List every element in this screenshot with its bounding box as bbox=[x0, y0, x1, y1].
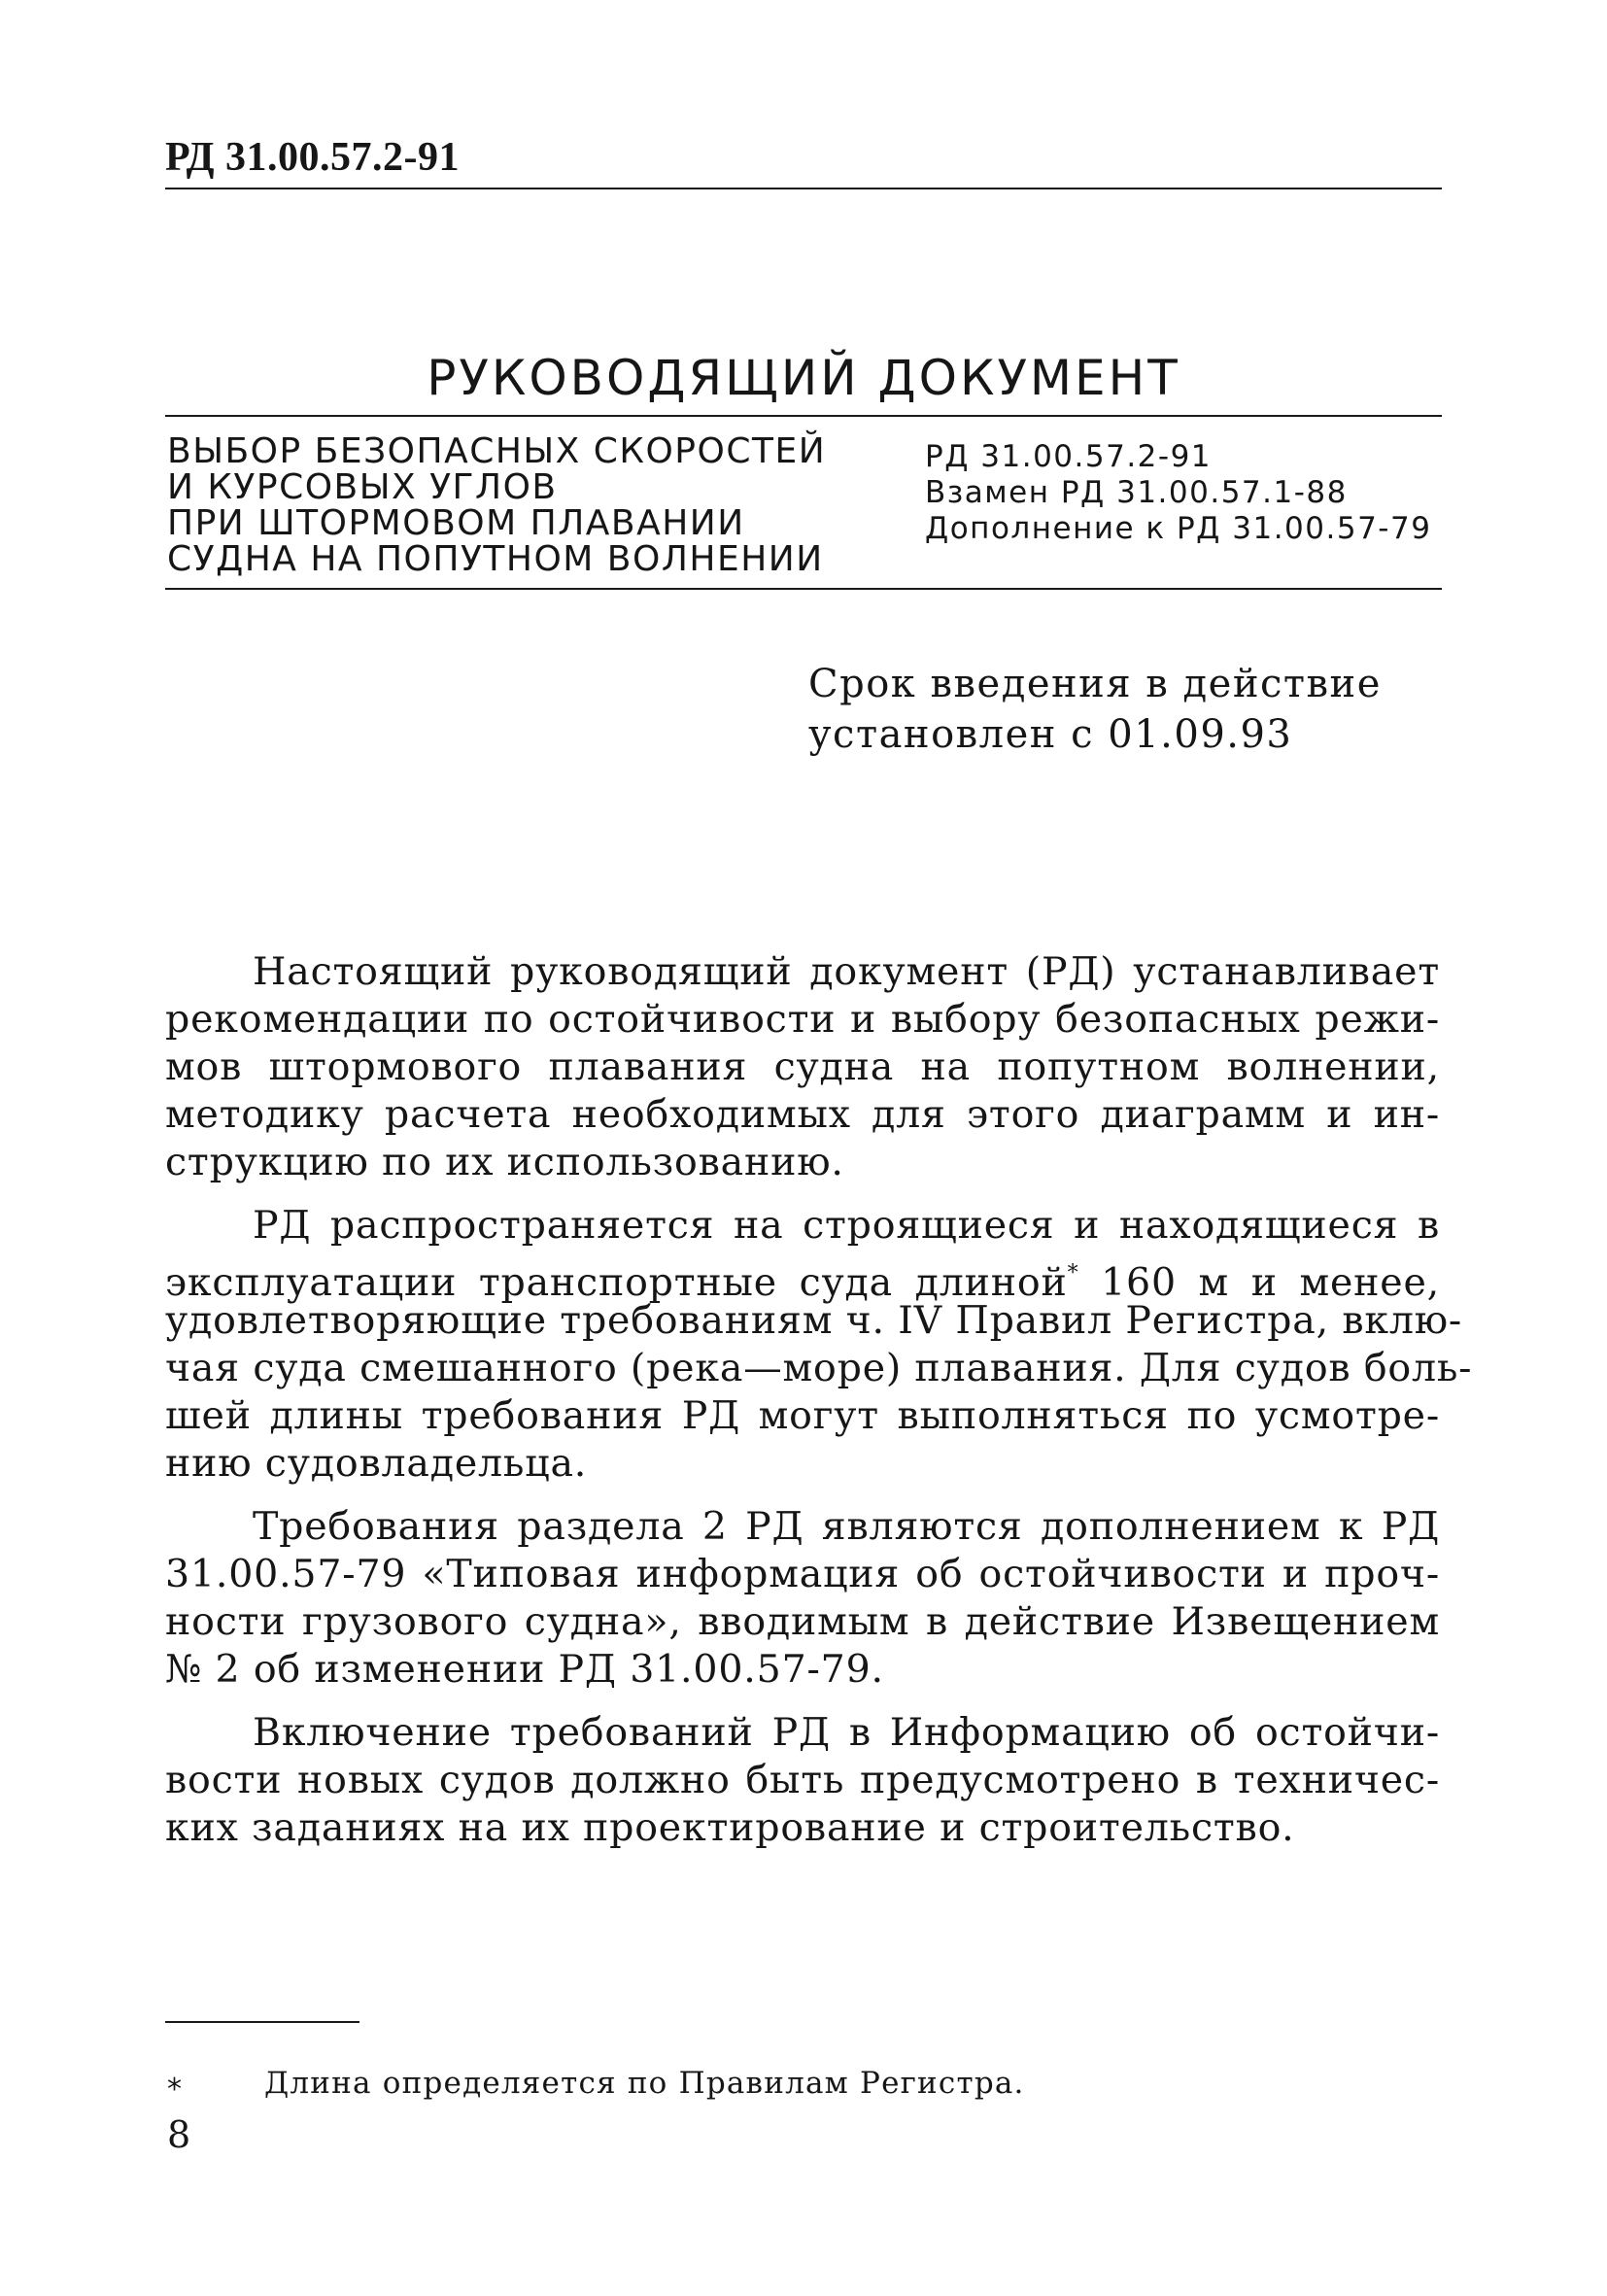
page-number: 8 bbox=[167, 2113, 191, 2156]
text-line: нию судовладельца. bbox=[165, 1441, 588, 1486]
text-line: чая суда смешанного (река—море) плавания. Для судов боль- bbox=[165, 1346, 1473, 1390]
reference-supplement: Дополнение к РД 31.00.57-79 bbox=[925, 511, 1432, 546]
body-text bbox=[165, 948, 1473, 1868]
text-fragment: 160 м и менее, bbox=[1078, 1260, 1440, 1305]
text-line: вости новых судов должно быть предусмотрено в техничес- bbox=[165, 1758, 1440, 1802]
text-line: № 2 об изменении РД 31.00.57-79. bbox=[165, 1647, 884, 1692]
document-references bbox=[925, 439, 1431, 547]
text-line: Настоящий руководящий документ (РД) устанавливает bbox=[253, 949, 1440, 994]
text-line: Включение требований РД в Информацию об остойчи- bbox=[253, 1710, 1440, 1755]
footnote-reference: * bbox=[1067, 1261, 1079, 1285]
effective-date-block bbox=[808, 659, 1382, 760]
text-line: методику расчета необходимых для этого диаграмм и ин- bbox=[165, 1092, 1440, 1137]
text-line: Требования раздела 2 РД являются дополнением к РД bbox=[253, 1504, 1440, 1549]
text-line: РД распространяется на строящиеся и находящиеся в bbox=[253, 1203, 1440, 1248]
title-line: И КУРСОВЫХ УГЛОВ bbox=[167, 467, 558, 507]
document-title bbox=[167, 431, 827, 579]
title-line: СУДНА НА ПОПУТНОМ ВОЛНЕНИИ bbox=[167, 539, 824, 579]
effective-line: установлен с 01.09.93 bbox=[808, 712, 1293, 757]
document-type-heading: РУКОВОДЯЩИЙ ДОКУМЕНТ bbox=[427, 350, 1180, 406]
reference-replaces: Взамен РД 31.00.57.1-88 bbox=[925, 475, 1348, 510]
text-fragment: эксплуатации транспортные суда длиной bbox=[165, 1260, 1068, 1305]
paragraph-applicability bbox=[165, 1202, 1473, 1488]
title-line: ПРИ ШТОРМОВОМ ПЛАВАНИИ bbox=[167, 503, 745, 543]
text-line: ности грузового судна», вводимым в действие Извещением bbox=[165, 1599, 1440, 1644]
text-line: 31.00.57-79 «Типовая информация об остойчивости и проч- bbox=[165, 1552, 1440, 1596]
title-line: ВЫБОР БЕЗОПАСНЫХ СКОРОСТЕЙ bbox=[167, 431, 827, 471]
text-line bbox=[165, 1250, 1440, 1305]
text-line: рекомендации по остойчивости и выбору безопасных режи- bbox=[165, 997, 1440, 1042]
footnote-text: Длина определяется по Правилам Регистра. bbox=[264, 2066, 1025, 2101]
text-line: струкцию по их использованию. bbox=[165, 1140, 844, 1184]
effective-line: Срок введения в действие bbox=[808, 662, 1382, 706]
text-line: удовлетворяющие требованиям ч. IV Правил Регистра, вклю- bbox=[165, 1298, 1463, 1343]
title-top-rule bbox=[165, 415, 1442, 417]
paragraph-supplement bbox=[165, 1503, 1440, 1694]
document-code-header: РД 31.00.57.2-91 bbox=[165, 135, 461, 180]
paragraph-scope bbox=[165, 948, 1440, 1186]
text-line: ких заданиях на их проектирование и строительство. bbox=[165, 1805, 1295, 1850]
text-line: мов штормового плавания судна на попутном волнении, bbox=[165, 1045, 1440, 1089]
footnote-separator bbox=[165, 2021, 359, 2023]
reference-code: РД 31.00.57.2-91 bbox=[925, 439, 1213, 474]
footnote-mark: * bbox=[167, 2073, 182, 2107]
header-rule bbox=[165, 188, 1442, 189]
title-bottom-rule bbox=[165, 588, 1442, 590]
text-line: шей длины требования РД могут выполняться по усмотре- bbox=[165, 1393, 1440, 1438]
paragraph-inclusion bbox=[165, 1709, 1440, 1852]
